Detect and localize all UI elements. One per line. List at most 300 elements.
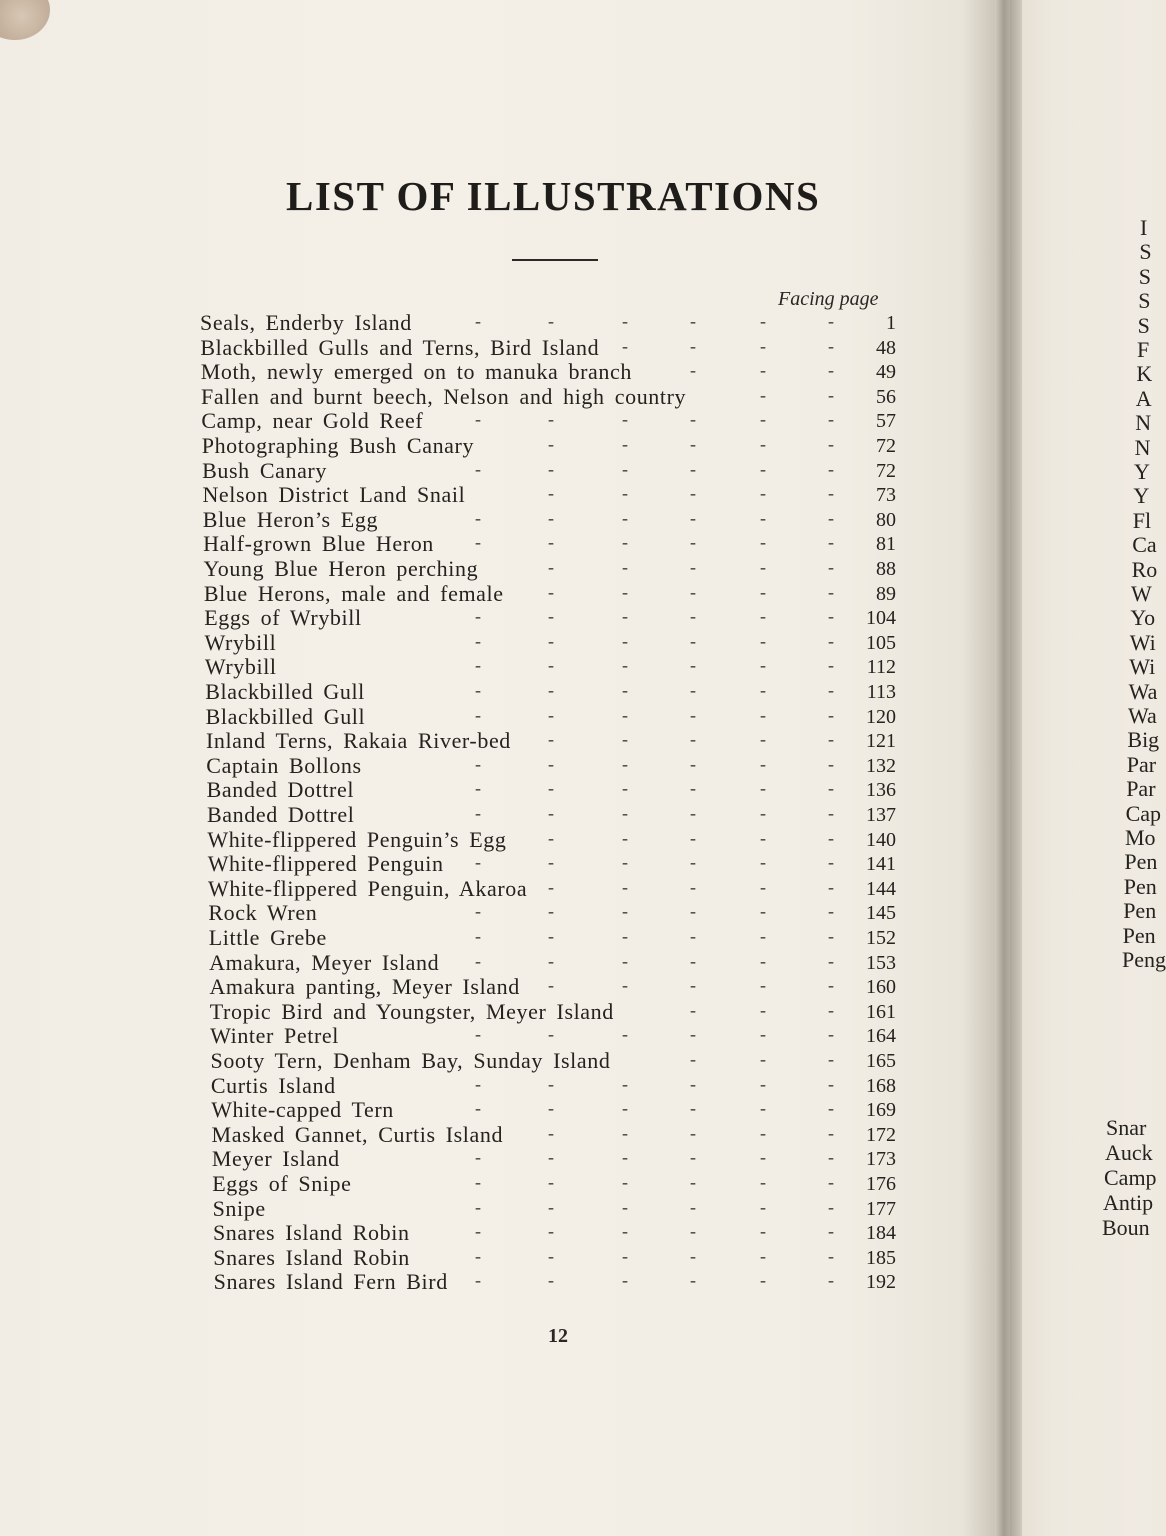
facing-page-header: Facing page [778, 288, 879, 310]
right-page-fragment: Pen [1123, 898, 1157, 924]
leader-dash: - [547, 1024, 554, 1045]
leader-dash: - [827, 630, 834, 651]
leader-dash: - [760, 434, 766, 454]
leader-dash: - [621, 483, 628, 504]
illustration-entry [210, 999, 900, 1025]
leader-dash: - [689, 1245, 696, 1266]
right-page-fragment: Big [1127, 727, 1160, 753]
leader-dash: - [759, 458, 766, 479]
entry-caption: Blue Heron’s Egg [202, 506, 379, 532]
leader-dash: - [548, 803, 554, 823]
leader-dash: - [547, 1270, 554, 1291]
entry-caption: Seals, Enderby Island [200, 310, 412, 335]
leader-dash: - [621, 606, 628, 627]
entry-caption: Wrybill [204, 654, 277, 680]
leader-dash: - [689, 483, 696, 504]
leader-dash: - [621, 1098, 628, 1119]
leader-dash: - [547, 458, 554, 479]
entry-page-number: 112 [866, 656, 896, 679]
illustration-entry [200, 310, 900, 336]
right-page-fragment: W [1131, 581, 1152, 606]
leader-dash: - [759, 1221, 766, 1242]
entry-page-number: 49 [875, 361, 896, 384]
leader-dash: - [622, 926, 628, 946]
leader-dash: - [689, 704, 696, 725]
leader-dash: - [548, 311, 554, 331]
entry-caption: Sooty Tern, Denham Bay, Sunday Island [210, 1048, 611, 1073]
leader-dash: - [621, 1221, 628, 1242]
leader-dash: - [759, 852, 766, 873]
leader-dash: - [827, 852, 834, 873]
entry-page-number: 81 [875, 533, 896, 556]
leader-dash: - [689, 532, 696, 553]
entry-caption: Tropic Bird and Youngster, Meyer Island [209, 998, 614, 1024]
leader-dash: - [760, 1049, 766, 1069]
leader-dash: - [689, 876, 696, 897]
leader-dash: - [689, 1147, 696, 1168]
leader-dash: - [621, 1147, 628, 1168]
leader-dash: - [827, 458, 834, 479]
leader-dash: - [622, 1172, 628, 1192]
right-page-fragment: Auck [1105, 1140, 1153, 1165]
right-page-fragment: Boun [1102, 1215, 1150, 1240]
illustration-entry [213, 1196, 900, 1222]
right-page-fragment: I [1140, 215, 1148, 240]
entry-caption: Masked Gannet, Curtis Island [211, 1121, 504, 1147]
leader-dash: - [760, 803, 766, 823]
entry-caption: Camp, near Gold Reef [201, 408, 424, 434]
leader-dash: - [760, 1172, 766, 1192]
leader-dash: - [547, 483, 554, 504]
leader-dash: - [621, 507, 628, 528]
leader-dash: - [621, 581, 628, 602]
leader-dash: - [827, 532, 834, 553]
leader-dash: - [759, 876, 766, 897]
leader-dash: - [474, 409, 481, 430]
leader-dash: - [474, 950, 481, 971]
illustration-entry [209, 925, 900, 951]
entry-caption: Rock Wren [208, 900, 318, 926]
leader-dash: - [689, 581, 696, 602]
entry-page-number: 160 [865, 976, 896, 999]
leader-dash: - [547, 827, 554, 848]
leader-dash: - [547, 1147, 554, 1168]
leader-dash: - [474, 704, 481, 725]
right-page-fragment: Fl [1132, 507, 1152, 533]
right-page-fragment: Camp [1104, 1165, 1157, 1190]
entry-page-number: 72 [875, 459, 896, 482]
leader-dash: - [474, 1270, 481, 1291]
entry-page-number: 121 [865, 730, 896, 753]
illustration-entry [212, 1171, 900, 1197]
leader-dash: - [828, 680, 834, 700]
right-page-fragment: Wi [1129, 654, 1156, 680]
leader-dash: - [759, 384, 766, 405]
leader-dash: - [547, 778, 554, 799]
entry-caption: Eggs of Snipe [212, 1171, 352, 1196]
entry-page-number: 72 [876, 435, 896, 457]
leader-dash: - [760, 557, 766, 577]
entry-page-number: 168 [865, 1074, 896, 1097]
leader-dash: - [827, 655, 834, 676]
entry-page-number: 141 [865, 853, 896, 876]
entry-page-number: 173 [865, 1148, 896, 1171]
leader-dash: - [759, 1098, 766, 1119]
leader-dash: - [827, 1245, 834, 1266]
leader-dash: - [827, 1147, 834, 1168]
leader-dash: - [759, 1196, 766, 1217]
leader-dash: - [827, 999, 834, 1020]
book-gutter [962, 0, 1022, 1536]
illustration-entry [210, 1023, 900, 1049]
right-page-fragment: Cap [1125, 800, 1162, 826]
leader-dash: - [827, 606, 834, 627]
leader-dash: - [760, 926, 766, 946]
entry-page-number: 145 [865, 902, 896, 925]
right-page-fragment: Antip [1103, 1190, 1154, 1215]
leader-dash: - [828, 557, 834, 577]
leader-dash: - [547, 581, 554, 602]
leader-dash: - [827, 753, 834, 774]
illustration-entry [208, 876, 900, 902]
right-page-fragment: Pen [1122, 922, 1156, 948]
entry-page-number: 113 [866, 681, 896, 703]
illustration-entry [212, 1146, 900, 1172]
leader-dash: - [689, 1098, 696, 1119]
leader-dash: - [621, 753, 628, 774]
entry-page-number: 120 [865, 705, 896, 728]
right-page-fragment: Pen [1123, 873, 1157, 899]
leader-dash: - [621, 1270, 628, 1291]
entry-caption: Young Blue Heron perching [203, 556, 479, 581]
entry-page-number: 152 [866, 927, 896, 949]
leader-dash: - [547, 753, 554, 774]
leader-dash: - [827, 827, 834, 848]
leader-dash: - [547, 1245, 554, 1266]
leader-dash: - [759, 581, 766, 602]
entry-page-number: 140 [865, 828, 896, 851]
leader-dash: - [621, 1196, 628, 1217]
leader-dash: - [475, 1172, 481, 1192]
leader-dash: - [827, 483, 834, 504]
leader-dash: - [689, 729, 696, 750]
leader-dash: - [759, 409, 766, 430]
leader-dash: - [827, 1196, 834, 1217]
leader-dash: - [759, 532, 766, 553]
illustration-entry [211, 1048, 901, 1074]
leader-dash: - [827, 507, 834, 528]
leader-dash: - [827, 360, 834, 381]
leader-dash: - [547, 1122, 554, 1143]
entry-caption: White-flippered Penguin [207, 851, 444, 877]
leader-dash: - [548, 926, 554, 946]
illustration-entry [212, 1122, 900, 1148]
right-page-fragment: N [1134, 434, 1151, 460]
entry-caption: Blackbilled Gulls and Terns, Bird Island [200, 334, 600, 360]
entry-caption: Banded Dottrel [206, 777, 355, 803]
leader-dash: - [689, 507, 696, 528]
leader-dash: - [474, 753, 481, 774]
illustration-entry [201, 359, 900, 385]
leader-dash: - [474, 630, 481, 651]
illustration-entry [214, 1269, 900, 1295]
right-page-fragment: Ro [1131, 556, 1158, 582]
entry-caption: Banded Dottrel [207, 802, 355, 827]
leader-dash: - [621, 630, 628, 651]
leader-dash: - [621, 1245, 628, 1266]
leader-dash: - [622, 557, 628, 577]
leader-dash: - [759, 1147, 766, 1168]
leader-dash: - [690, 434, 696, 454]
entry-page-number: 104 [865, 607, 896, 630]
leader-dash: - [690, 1049, 696, 1069]
leader-dash: - [474, 1073, 481, 1094]
leader-dash: - [547, 630, 554, 651]
right-page-fragment: Pen [1124, 849, 1158, 875]
entry-page-number: 169 [865, 1099, 896, 1122]
entry-caption: Blackbilled Gull [205, 679, 365, 704]
entry-caption: Amakura panting, Meyer Island [209, 974, 520, 1000]
leader-dash: - [759, 1122, 766, 1143]
entry-page-number: 177 [865, 1197, 896, 1220]
leader-dash: - [474, 1196, 481, 1217]
leader-dash: - [827, 1098, 834, 1119]
leader-dash: - [689, 1122, 696, 1143]
leader-dash: - [759, 753, 766, 774]
leader-dash: - [759, 950, 766, 971]
leader-dash: - [474, 1245, 481, 1266]
leader-dash: - [827, 950, 834, 971]
leader-dash: - [547, 606, 554, 627]
leader-dash: - [475, 311, 481, 331]
entry-caption: Snares Island Fern Bird [213, 1269, 448, 1295]
leader-dash: - [621, 532, 628, 553]
leader-dash: - [690, 803, 696, 823]
leader-dash: - [827, 876, 834, 897]
leader-dash: - [827, 1122, 834, 1143]
leader-dash: - [689, 753, 696, 774]
entry-caption: Amakura, Meyer Island [209, 949, 440, 975]
leader-dash: - [689, 335, 696, 356]
leader-dash: - [827, 384, 834, 405]
entry-page-number: 137 [866, 804, 896, 826]
entry-caption: Photographing Bush Canary [201, 433, 475, 458]
page-title: LIST OF ILLUSTRATIONS [286, 173, 821, 219]
entry-caption: Blue Herons, male and female [203, 580, 504, 606]
leader-dash: - [547, 876, 554, 897]
right-page-fragment: Par [1126, 776, 1156, 802]
leader-dash: - [689, 778, 696, 799]
entry-caption: White-flippered Penguin, Akaroa [208, 875, 528, 901]
leader-dash: - [827, 1221, 834, 1242]
leader-dash: - [547, 532, 554, 553]
leader-dash: - [759, 483, 766, 504]
leader-dash: - [759, 827, 766, 848]
leader-dash: - [759, 729, 766, 750]
leader-dash: - [547, 409, 554, 430]
leader-dash: - [689, 1270, 696, 1291]
entry-page-number: 1 [886, 312, 896, 334]
entry-page-number: 192 [865, 1271, 896, 1294]
entry-page-number: 80 [875, 508, 896, 531]
leader-dash: - [759, 999, 766, 1020]
leader-dash: - [621, 852, 628, 873]
entry-page-number: 144 [865, 877, 896, 900]
leader-dash: - [827, 1073, 834, 1094]
leader-dash: - [548, 434, 554, 454]
leader-dash: - [621, 729, 628, 750]
leader-dash: - [759, 1270, 766, 1291]
leader-dash: - [827, 729, 834, 750]
right-page-fragment: Snar [1106, 1115, 1147, 1140]
leader-dash: - [827, 975, 834, 996]
leader-dash: - [759, 1245, 766, 1266]
illustration-entry [200, 335, 900, 361]
leader-dash: - [547, 852, 554, 873]
leader-dash: - [547, 729, 554, 750]
entry-page-number: 88 [876, 558, 896, 580]
leader-dash: - [760, 680, 766, 700]
leader-dash: - [474, 507, 481, 528]
leader-dash: - [474, 655, 481, 676]
leader-dash: - [547, 1221, 554, 1242]
illustration-entry [208, 900, 900, 926]
leader-dash: - [759, 507, 766, 528]
entry-caption: Blackbilled Gull [205, 703, 366, 729]
right-page-fragment: Wi [1129, 629, 1156, 655]
leader-dash: - [621, 1073, 628, 1094]
leader-dash: - [759, 655, 766, 676]
right-page-fragment: F [1137, 337, 1150, 362]
leader-dash: - [759, 975, 766, 996]
leader-dash: - [622, 803, 628, 823]
leader-dash: - [759, 606, 766, 627]
leader-dash: - [621, 704, 628, 725]
entry-page-number: 172 [865, 1123, 896, 1146]
leader-dash: - [689, 1221, 696, 1242]
leader-dash: - [621, 827, 628, 848]
right-page-fragment: S [1137, 312, 1150, 338]
leader-dash: - [827, 901, 834, 922]
leader-dash: - [759, 1073, 766, 1094]
leader-dash: - [474, 778, 481, 799]
entry-page-number: 73 [875, 484, 896, 507]
entry-caption: Fallen and burnt beech, Nelson and high country [201, 383, 687, 409]
illustration-entry [213, 1245, 900, 1271]
entry-caption: Inland Terns, Rakaia River-bed [205, 728, 511, 754]
leader-dash: - [827, 409, 834, 430]
leader-dash: - [621, 1122, 628, 1143]
leader-dash: - [759, 704, 766, 725]
right-page-fragment: Yo [1130, 605, 1156, 631]
entry-page-number: 132 [865, 754, 896, 777]
leader-dash: - [547, 507, 554, 528]
leader-dash: - [689, 606, 696, 627]
entry-page-number: 89 [875, 582, 896, 605]
leader-dash: - [474, 1024, 481, 1045]
leader-dash: - [760, 311, 766, 331]
leader-dash: - [689, 630, 696, 651]
leader-dash: - [689, 409, 696, 430]
leader-dash: - [548, 1172, 554, 1192]
page-number: 12 [548, 1325, 568, 1347]
leader-dash: - [827, 1024, 834, 1045]
leader-dash: - [621, 409, 628, 430]
leader-dash: - [474, 606, 481, 627]
entry-page-number: 57 [875, 410, 896, 433]
right-page-fragment: S [1138, 263, 1152, 289]
leader-dash: - [475, 680, 481, 700]
entry-page-number: 164 [865, 1025, 896, 1048]
leader-dash: - [547, 1098, 554, 1119]
right-page-fragment: Ca [1132, 532, 1157, 558]
leader-dash: - [828, 1172, 834, 1192]
entry-caption: Nelson District Land Snail [202, 482, 466, 508]
leader-dash: - [828, 311, 834, 331]
entry-caption: Curtis Island [210, 1072, 336, 1098]
leader-dash: - [622, 680, 628, 700]
entry-caption: Eggs of Wrybill [204, 605, 362, 631]
entry-page-number: 176 [866, 1173, 896, 1195]
leader-dash: - [622, 311, 628, 331]
leader-dash: - [759, 335, 766, 356]
leader-dash: - [548, 557, 554, 577]
entry-caption: Meyer Island [211, 1146, 340, 1172]
right-page-fragment: S [1139, 239, 1152, 265]
right-page-fragment: Y [1133, 483, 1150, 509]
leader-dash: - [621, 950, 628, 971]
entry-page-number: 184 [865, 1222, 896, 1245]
right-page-fragment: K [1136, 361, 1153, 387]
leader-dash: - [547, 704, 554, 725]
right-page-fragment: Mo [1125, 825, 1156, 850]
leader-dash: - [474, 458, 481, 479]
illustration-entry [211, 1097, 900, 1123]
leader-dash: - [475, 803, 481, 823]
entry-page-number: 136 [865, 779, 896, 802]
leader-dash: - [690, 926, 696, 946]
entry-page-number: 165 [866, 1050, 896, 1072]
leader-dash: - [827, 704, 834, 725]
leader-dash: - [828, 803, 834, 823]
entry-page-number: 56 [875, 385, 896, 408]
leader-dash: - [759, 901, 766, 922]
leader-dash: - [689, 975, 696, 996]
leader-dash: - [689, 901, 696, 922]
leader-dash: - [759, 778, 766, 799]
leader-dash: - [474, 1098, 481, 1119]
entry-caption: White-capped Tern [211, 1097, 394, 1123]
entry-caption: Little Grebe [208, 925, 327, 950]
entry-caption: Snares Island Robin [212, 1220, 410, 1246]
leader-dash: - [759, 360, 766, 381]
entry-caption: Winter Petrel [210, 1023, 339, 1049]
leader-dash: - [621, 655, 628, 676]
leader-dash: - [827, 335, 834, 356]
leader-dash: - [689, 360, 696, 381]
right-page-fragment: Wa [1128, 678, 1158, 704]
leader-dash: - [689, 852, 696, 873]
entry-caption: Wrybill [204, 629, 277, 655]
leader-dash: - [474, 852, 481, 873]
leader-dash: - [622, 434, 628, 454]
leader-dash: - [690, 680, 696, 700]
entry-caption: Bush Canary [202, 457, 327, 483]
entry-caption: Moth, newly emerged on to manuka branch [200, 359, 632, 385]
illustration-entry [213, 1220, 900, 1246]
right-page [1010, 0, 1166, 1536]
leader-dash: - [759, 1024, 766, 1045]
